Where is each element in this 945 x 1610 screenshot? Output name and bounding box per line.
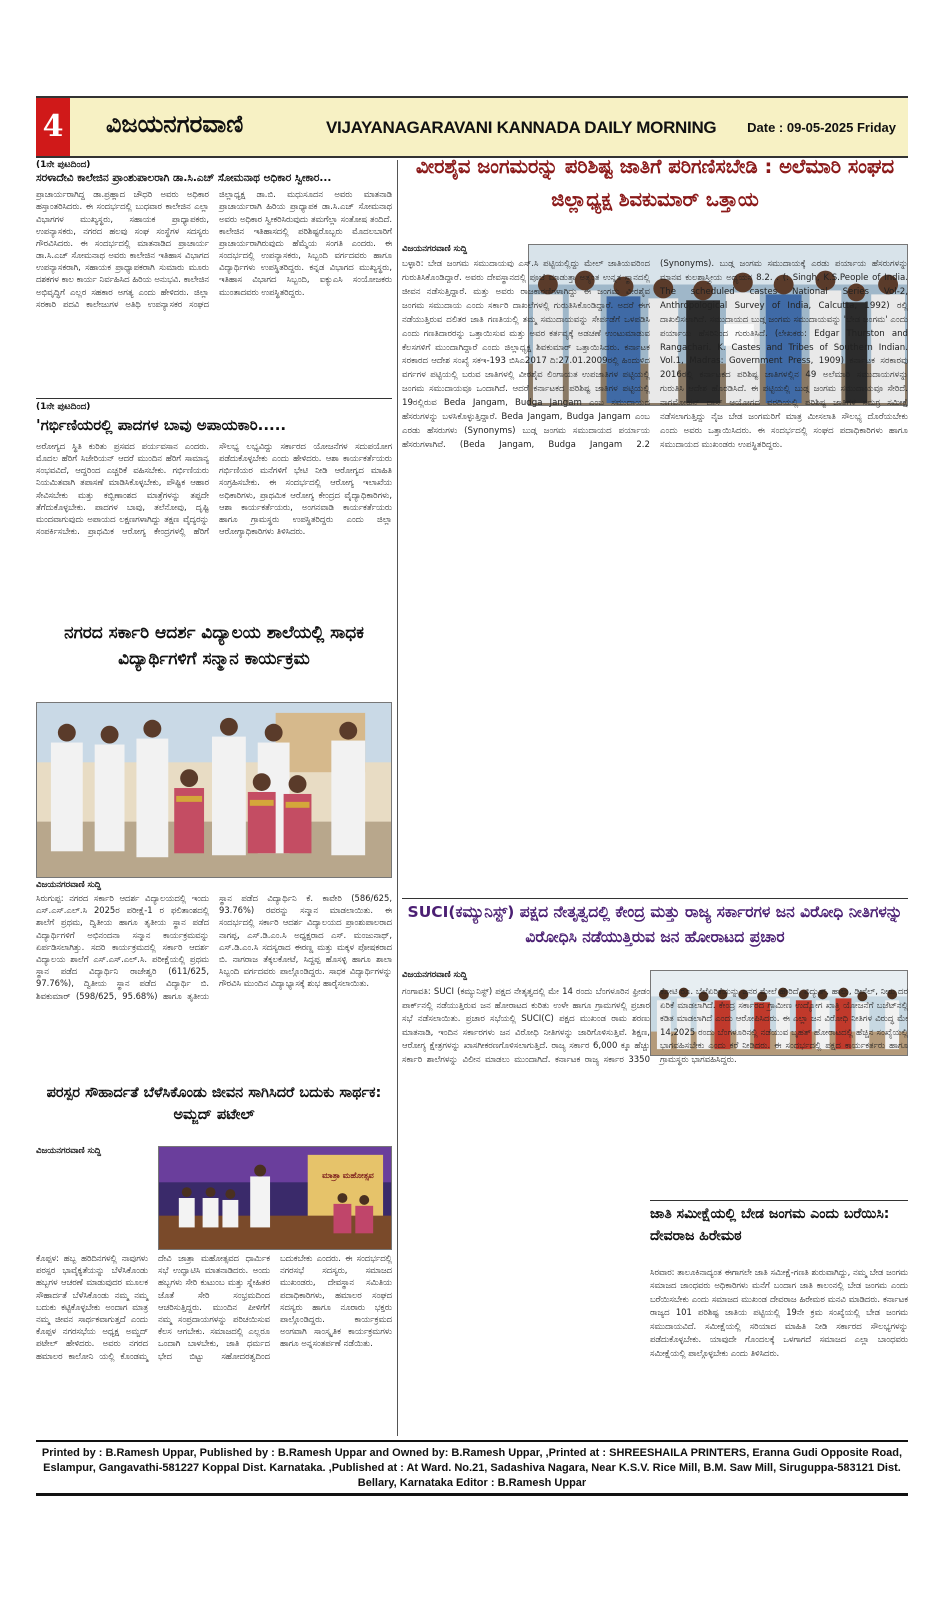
story-body: ಬಳ್ಳಾರಿ: ಬೇಡ ಜಂಗಮ ಸಮುದಾಯವು ಎಸ್.ಸಿ ಪಟ್ಟಿಯಲ್ಲಿದ್ದು ಮೇಲ್ ಜಾತಿಯವರಿಂದ ಗುರುತಿಸಿಕೊಂಡಿದ್ದಾರೆ. ಅವರು ದೇವಸ್ಥಾನದಲ್ಲಿ ಪೂಜೆ ಮಾಡುತ್ತಾ ಅತ್ಯಂತ ಉನ್ನತ ಸ್ಥಾನದಲ್ಲಿ ಜೀವನ ನಡೆಸುತ್ತಿದ್ದಾರೆ. ಮತ್ತು ಅವರು ರಾಜಕಾರಣಿಗಳಾಗಿದ್ದು ಈ ಜಂಗಮ ವೀರಶೈವ ಜಂಗಮ ಸಮುದಾಯ ಎಂದು ಸರ್ಕಾರಿ ದಾಖಲೆಗಳಲ್ಲಿ ಗುರುತಿಸಿಕೊಂಡಿದ್ದಾರೆ. ಅದರೆ ಈಗ ನಡೆಯುತ್ತಿರುವ ದಲಿತರ ಜಾತಿ ಗಣತಿಯಲ್ಲಿ ತಮ್ಮ ಸಮುದಾಯವನ್ನು ಸೇರ್ಪಡೆಗೆ ಒಳಪಡಿಸಿ ಎಂದು ಗಣತಿದಾರರನ್ನು ಒತ್ತಾಯಿಸುವ ಮತ್ತು ಅವರ ಕರ್ತವ್ಯಕ್ಕೆ ಅಡಚಣೆ ಉಂಟುಮಾಡುವ ಕೆಲಸಗಳಿಗೆ ಮುಂದಾಗಿದ್ದಾರೆ ಎಂದು ಜಿಲ್ಲಾಧ್ಯಕ್ಷ ಶಿವಕುಮಾರ್ ಒತ್ತಾಯಿಸಿದರು. ಕರ್ನಾಟಕ ಸರಕಾರದ ಆದೇಶ ಸಂಖ್ಯೆ ಸಕಇ-193 ಬಿಸಿಎ2017 ದಿ:27.01.2009ರಲ್ಲಿ ಹಿಂದುಳಿದ ವರ್ಗಗಳ ಪಟ್ಟಿಯಲ್ಲಿ ಬರುವ ಜಾತಿಗಳಲ್ಲಿ ವೀರಶೈವ ಲಿಂಗಾಯತ ಉಪಜಾತಿಗಳ ಪಟ್ಟಿಯಲ್ಲಿ ಜಂಗಮ ಸಮುದಾಯವೂ ಒಂದಾಗಿದೆ. ಆದರೆ ಕರ್ನಾಟಕದ ಪರಿಶಿಷ್ಟ ಜಾತಿಗಳ ಪಟ್ಟಿಯಲ್ಲಿ 19ರಲ್ಲಿರುವ Beda Jangam, Budga Jangam ಎಂಬ ಸಮುದಾಯದ ಹೆಸರುಗಳನ್ನು ಬಳಸಿಕೊಳ್ಳುತ್ತಿದ್ದಾರೆ. Beda Jangam, Budga Jangam ಎಂಬ ಎರಡು ಹೆಸರುಗಳು (Synonyms) ಬುಡ್ಗ ಜಂಗಮ ಸಮುದಾಯದ ಪರ್ಯಾಯ ಹೆಸರುಗಳಾಗಿವೆ. (Beda Jangam, Budga Jangam 2.2 (Synonyms). ಬುಡ್ಗ ಜಂಗಮ ಸಮುದಾಯಕ್ಕೆ ಎರಡು ಪರ್ಯಾಯ ಹೆಸರುಗಳನ್ನು ಮಾನವ ಕುಲಶಾಸ್ತ್ರೀಯ ಅಧ್ಯಯನ 8.2. . (: Singh, K.S.People of India. The scheduled castes National Series Vol-2, Anthropological Survey of India, Calcutta, 1992) ರಲ್ಲಿ ದಾಖಲಿಸಲಾಗಿದೆ. ಸಮುದಾಯದ ಬುಡ್ಗ ಜಂಗಮ ಸಮುದಾಯವನ್ನು 'ಬೇಡ ಜಂಗಮ' ಎಂದು ಪರ್ಯಾಯ ಹೆಸರಿನಿಂದ ಗುರುತಿಸಿದೆ. (ಲೇಖಕರು: Edgar Thurston and Rangachari. K. Castes and Tribes of Southern Indian. Vol.1, Madras: Government Press, 1909) ಕರ್ನಾಟಕ ಸರಕಾರವು 2016ರಲ್ಲಿ ಕರ್ನಾಟಕದ ಪರಿಶಿಷ್ಟ ಜಾತಿಗಳಲ್ಲಿನ 49 ಅಲೆಮಾರಿ ಸಮುದಾಯಗಳನ್ನು ಗುರುತಿಸಿ ಆದೇಶ ಹೊರಡಿಸಿದೆ. ಈ ಪಟ್ಟಿಯಲ್ಲಿ ಬುಡ್ಗ ಜಂಗಮ ಸಮುದಾಯವೂ ಸೇರಿದೆ. ನಾಗಮೋಹನ್ ದಾಸ್ ಆಯೋಗದ ವರದಿಯಲ್ಲಿ ಪರಿಶಿಷ್ಟ ಜಾತಿಗಳ ಸಮಗ್ರ ಸಮೀಕ್ಷೆ ನಡೆಸಲಾಗುತ್ತಿದ್ದು ನೈಜ ಬೇಡ ಜಂಗಮರಿಗೆ ಮಾತ್ರ ಮೀಸಲಾತಿ ಸೌಲಭ್ಯ ದೊರೆಯಬೇಕು ಎಂದು ಅವರು ಒತ್ತಾಯಿಸಿದರು. ಈ ಸಂದರ್ಭದಲ್ಲಿ ಸಂಘದ ಪದಾಧಿಕಾರಿಗಳು ಹಾಗೂ ಸಮುದಾಯದ ಮುಖಂಡರು ಉಪಸ್ಥಿತರಿದ್ದರು. [402,259,908,450]
story-body: ಸಿರವಾರ: ತಾಲೂಕಿನಾದ್ಯಂತ ಈಗಾಗಲೇ ಜಾತಿ ಸಮೀಕ್ಷೆ-ಗಣತಿ ಶುರುವಾಗಿದ್ದು, ನಮ್ಮ ಬೇಡ ಜಂಗಮ ಸಮಾಜದ ಜಾಂಧವರು ಅಧಿಕಾರಿಗಳು ಮನೆಗೆ ಬಂದಾಗ ಜಾತಿ ಕಾಲಂನಲ್ಲಿ ಬೇಡ ಜಂಗಮ ಎಂದು ಬರೆಯಿಸಬೇಕು ಎಂದು ಸಮಾಜದ ಮುಖಂಡ ದೇವರಾಜ ಹಿರೇಮಠ ಮನವಿ ಮಾಡಿದರು. ಕರ್ನಾಟಕ ರಾಜ್ಯದ 101 ಪರಿಶಿಷ್ಟ ಜಾತಿಯ ಪಟ್ಟಿಯಲ್ಲಿ 19ನೇ ಕ್ರಮ ಸಂಖ್ಯೆಯಲ್ಲಿ ಬೇಡ ಜಂಗಮ ಸಮುದಾಯವಿದೆ. ಸಮೀಕ್ಷೆಯಲ್ಲಿ ಸರಿಯಾದ ಮಾಹಿತಿ ನೀಡಿ ಸರ್ಕಾರದ ಸೌಲಭ್ಯಗಳನ್ನು ಪಡೆದುಕೊಳ್ಳಬೇಕು. ಯಾವುದೇ ಗೊಂದಲಕ್ಕೆ ಒಳಗಾಗದೆ ಸಮಾಜದ ಎಲ್ಲಾ ಬಾಂಧವರು ಸಮೀಕ್ಷೆಯಲ್ಲಿ ಪಾಲ್ಗೊಳ್ಳಬೇಕು ಎಂದು ತಿಳಿಸಿದರು. [650,1267,908,1358]
column-divider [397,160,398,1436]
imprint-line-3: Bellary, Karnataka Editor : B.Ramesh Uppar [357,1476,587,1489]
story-byline: ವಿಜಯನಗರವಾಣಿ ಸುದ್ದಿ [36,880,102,890]
story-harmony [36,1160,392,1436]
story-byline: ವಿಜಯನಗರವಾಣಿ ಸುದ್ದಿ [402,244,468,254]
story-body: ಪ್ರಾಚಾರ್ಯರಾಗಿದ್ದ ಡಾ.ಪ್ರಹ್ಲಾದ ಚೌಧರಿ ಅವರು ಅಧಿಕಾರ ಹಸ್ತಾಂತರಿಸಿದರು. ಈ ಸಂದರ್ಭದಲ್ಲಿ ಬುಧವಾರ ಕಾಲೇಜಿನ ಎಲ್ಲಾ ವಿಭಾಗಗಳ ಮುಖ್ಯಸ್ಥರು, ಸಹಾಯಕ ಪ್ರಾಧ್ಯಾಪಕರು, ಉಪನ್ಯಾಸಕರು, ನಗರದ ಹಲವು ಸಂಘ ಸಂಸ್ಥೆಗಳ ಸದಸ್ಯರು ಗೌರವಿಸಿದರು. ಈ ಸಂದರ್ಭದಲ್ಲಿ ಮಾತನಾಡಿದ ಪ್ರಾಚಾರ್ಯ ಡಾ.ಸಿ.ಎಚ್ ಸೋಮನಾಥ ಅವರು ಕಾಲೇಜಿನ ಇತಿಹಾಸ ವಿಭಾಗದ ಉಪನ್ಯಾಸಕರಾಗಿ, ಸಹಾಯಕ ಪ್ರಾಧ್ಯಾಪಕರಾಗಿ ಸುಮಾರು ಮೂರು ದಶಕಗಳ ಕಾಲ ಕಾರ್ಯ ನಿರ್ವಹಿಸಿದ ಹಿರಿಯ ಅನುಭವಿ. ಕಾಲೇಜಿನ ಅಭಿವೃದ್ಧಿಗೆ ಎಲ್ಲರ ಸಹಕಾರ ಅಗತ್ಯ ಎಂದು ಹೇಳಿದರು. ಜಿಲ್ಲಾ ಸರಕಾರಿ ಪದವಿ ಕಾಲೇಜುಗಳ ಅತಿಥಿ ಉಪನ್ಯಾಸಕರ ಸಂಘದ ಜಿಲ್ಲಾಧ್ಯಕ್ಷ ಡಾ.ಬಿ. ಮಧುಸೂದನ ಅವರು ಮಾತನಾಡಿ ಪ್ರಾಚಾರ್ಯರಾಗಿ ಹಿರಿಯ ಪ್ರಾಧ್ಯಾಪಕ ಡಾ.ಸಿ.ಎಚ್ ಸೋಮನಾಥ ಅವರು ಅಧಿಕಾರ ಸ್ವೀಕರಿಸಿರುವುದು ತಮಗೆಲ್ಲಾ ಸಂತೋಷ ತಂದಿದೆ. ಕಾಲೇಜಿನ ಇತಿಹಾಸದಲ್ಲಿ ಪರಿಶಿಷ್ಟರೊಬ್ಬರು ಮೊದಲಬಾರಿಗೆ ಪ್ರಾಚಾರ್ಯರಾಗಿರುವುದು ಹೆಮ್ಮೆಯ ಸಂಗತಿ ಎಂದರು. ಈ ಸಂದರ್ಭದಲ್ಲಿ ಉಪನ್ಯಾಸಕರು, ಸಿಬ್ಬಂದಿ ವರ್ಗದವರು ಹಾಗೂ ವಿದ್ಯಾರ್ಥಿಗಳು ಉಪಸ್ಥಿತರಿದ್ದರು. ಕನ್ನಡ ವಿಭಾಗದ ಮುಖ್ಯಸ್ಥರು, ಇತಿಹಾಸ ವಿಭಾಗದ ಸಿಬ್ಬಂದಿ, ಐಕ್ಯುಎಸಿ ಸಂಯೋಜಕರು ಮುಂತಾದವರು ಉಪಸ್ಥಿತರಿದ್ದರು. [36,189,392,309]
story-school-felicitation-headline [36,620,392,692]
story-harmony-headline [36,1082,392,1142]
school-felicitation-photo [36,702,392,878]
story-suci-byline-block [402,970,642,984]
story-byline: ವಿಜಯನಗರವಾಣಿ ಸುದ್ದಿ [402,970,468,980]
story-principal-appointment [36,160,392,396]
story-body: ಸಿರುಗುಪ್ಪ: ನಗರದ ಸರ್ಕಾರಿ ಆದರ್ಶ ವಿದ್ಯಾಲಯದಲ್ಲಿ ಇಂದು ಎಸ್.ಎಸ್.ಎಲ್.ಸಿ 2025ರ ಪರೀಕ್ಷೆ-1 ರ ಫಲಿತಾಂಶದಲ್ಲಿ ಶಾಲೆಗೆ ಪ್ರಥಮ, ದ್ವಿತೀಯ ಹಾಗೂ ತೃತೀಯ ಸ್ಥಾನ ಪಡೆದ ವಿದ್ಯಾರ್ಥಿಗಳಿಗೆ ಅಭಿನಂದನಾ ಸನ್ಮಾನ ಕಾರ್ಯಕ್ರಮವನ್ನು ಏರ್ಪಡಿಸಲಾಗಿತ್ತು. ಸದರಿ ಕಾರ್ಯಕ್ರಮದಲ್ಲಿ ಸರ್ಕಾರಿ ಆದರ್ಶ ವಿದ್ಯಾಲಯ ಶಾಲೆಗೆ ಎಸ್.ಎಸ್.ಎಲ್.ಸಿ. ಪರೀಕ್ಷೆಯಲ್ಲಿ ಪ್ರಥಮ ಸ್ಥಾನ ಪಡೆದ ವಿದ್ಯಾರ್ಥಿನಿ ರಾಜೇಶ್ವರಿ (611/625, 97.76%), ದ್ವಿತೀಯ ಸ್ಥಾನ ಪಡೆದ ವಿದ್ಯಾರ್ಥಿ ಬಿ. ಶಿವಕುಮಾರ್ (598/625, 95.68%) ಹಾಗೂ ತೃತೀಯ ಸ್ಥಾನ ಪಡೆದ ವಿದ್ಯಾರ್ಥಿನಿ ಕೆ. ಕಾವೇರಿ (586/625, 93.76%) ರವರನ್ನು ಸನ್ಮಾನ ಮಾಡಲಾಯಿತು. ಈ ಸಂದರ್ಭದಲ್ಲಿ ಸರ್ಕಾರಿ ಆದರ್ಶ ವಿದ್ಯಾಲಯದ ಪ್ರಾಂಶುಪಾಲರಾದ ನಾಗಪ್ಪ, ಎಸ್.ಡಿ.ಎಂ.ಸಿ ಅಧ್ಯಕ್ಷರಾದ ಎಸ್. ಮಂಜುನಾಥ್, ಎಸ್.ಡಿ.ಎಂ.ಸಿ ಸದಸ್ಯರಾದ ಈರಣ್ಣ ಮತ್ತು ಮಕ್ಕಳ ಪೋಷಕರಾದ ಬಿ. ನಾಗರಾಜ ತೆಕ್ಕಲಕೋಟೆ, ಸಿದ್ದಪ್ಪ ಹೊಸಳ್ಳಿ ಹಾಗೂ ಶಾಲಾ ಸಿಬ್ಬಂದಿ ವರ್ಗದವರು ಪಾಲ್ಗೊಂಡಿದ್ದರು. ಸಾಧಕ ವಿದ್ಯಾರ್ಥಿಗಳನ್ನು ಗೌರವಿಸಿ ಮುಂದಿನ ವಿದ್ಯಾಭ್ಯಾಸಕ್ಕೆ ಶುಭ ಹಾರೈಸಲಾಯಿತು. [36,893,392,1001]
story-headline: ಪರಸ್ಪರ ಸೌಹಾರ್ದತೆ ಬೆಳೆಸಿಕೊಂಡು ಜೀವನ ಸಾಗಿಸಿದರೆ ಬದುಕು ಸಾರ್ಥಕ: ಅಮ್ಜದ್ ಪಟೇಲ್ [46,1085,382,1124]
story-headline: SUCI(ಕಮ್ಯುನಿಸ್ಟ್) ಪಕ್ಷದ ನೇತೃತ್ವದಲ್ಲಿ ಕೇಂದ್ರ ಮತ್ತು ರಾಜ್ಯ ಸರ್ಕಾರಗಳ ಜನ ವಿರೋಧಿ ನೀತಿಗಳನ್ನು ವಿರೋಧಿಸಿ ನಡೆಯುತ್ತಿರುವ ಜನ ಹೋರಾಟದ ಪ್ರಚಾರ [407,903,903,946]
page-number: 4 [36,98,70,156]
divider [402,898,908,899]
continuation-kicker: (1ನೇ ಪುಟದಿಂದ) [36,402,91,412]
print-imprint [36,1440,908,1496]
newspaper-title-english: VIJAYANAGARAVANI KANNADA DAILY MORNING [326,118,717,137]
story-headline: ನಗರದ ಸರ್ಕಾರಿ ಆದರ್ಶ ವಿದ್ಯಾಲಯ ಶಾಲೆಯಲ್ಲಿ ಸಾಧಕ ವಿದ್ಯಾರ್ಥಿಗಳಿಗೆ ಸನ್ಮಾನ ಕಾರ್ಯಕ್ರಮ [64,623,364,670]
imprint-line-1: Printed by : B.Ramesh Uppar, Published by : B.Ramesh Uppar and Owned by: B.Ramesh Uppar, ,Printed at : SHREESHAILA PRINTERS, Eranna Gudi Opposite Road, [41,1447,903,1459]
masthead [36,96,908,158]
continuation-kicker: (1ನೇ ಪುಟದಿಂದ) [36,160,91,170]
story-suci [402,986,908,1196]
divider [36,398,392,399]
divider [650,1200,908,1201]
story-byline: ವಿಜಯನಗರವಾಣಿ ಸುದ್ದಿ [36,1146,102,1156]
story-school-felicitation [36,880,392,1078]
story-jangam [402,258,908,894]
imprint-line-2: Eslampur, Gangavathi-581227 Koppal Dist. Karnataka. ,Published at : At Ward. No.21, Sadashiva Nagara, Near K.S.V. Rice Mill, B.M. Saw Mill, Siruguppa-583121 Dist. [43,1461,901,1474]
story-pregnancy-health [36,402,392,614]
story-caste-survey-headline [650,1204,908,1264]
story-body: ಕೊಪ್ಪಳ: ಹಬ್ಬ ಹರಿದಿನಗಳಲ್ಲಿ ನಾವುಗಳು ಪರಸ್ಪರ ಭಾವೈಕ್ಯತೆಯನ್ನು ಬೆಳೆಸಿಕೊಂಡು ಹಬ್ಬಗಳ ಆಚರಣೆ ಮಾಡುವುದರ ಮೂಲಕ ಸೌಹಾರ್ದತೆ ಬೆಳೆಸಿಕೊಂಡು ನಮ್ಮ ನಮ್ಮ ಬದುಕು ಕಟ್ಟಿಕೊಳ್ಳಬೇಕು ಅಂದಾಗ ಮಾತ್ರ ನಮ್ಮ ಜೀವನ ಸಾರ್ಥಕವಾಗುತ್ತದೆ ಎಂದು ಕೊಪ್ಪಳ ನಗರಸಭೆಯ ಅಧ್ಯಕ್ಷ ಅಮ್ಜದ್ ಪಟೇಲ್ ಹೇಳಿದರು. ಅವರು ನಗರದ ಹಮಾಲರ ಕಾಲೋನಿ ಯಲ್ಲಿ ಕೊಂಡಮ್ಮ ದೇವಿ ಜಾತ್ರಾ ಮಹೋತ್ಸವದ ಧಾರ್ಮಿಕ ಸಭೆ ಉದ್ಘಾಟಿಸಿ ಮಾತನಾಡಿದರು. ಅಂದು ಹಬ್ಬಗಳು ಸೇರಿ ಕುಟುಂಬ ಮತ್ತು ಸ್ನೇಹಿತರ ಜೊತೆ ಸೇರಿ ಸಂಭ್ರಮದಿಂದ ಆಚರಿಸುತ್ತಿದ್ದರು. ಮುಂದಿನ ಪೀಳಿಗೆಗೆ ನಮ್ಮ ಸಂಪ್ರದಾಯಗಳನ್ನು ಪರಿಚಯಿಸುವ ಕೆಲಸ ಆಗಬೇಕು. ಸಮಾಜದಲ್ಲಿ ಎಲ್ಲರೂ ಒಂದಾಗಿ ಬಾಳಬೇಕು, ಜಾತಿ ಧರ್ಮದ ಭೇದ ಬಿಟ್ಟು ಸಹೋದರತ್ವದಿಂದ ಬದುಕಬೇಕು ಎಂದರು. ಈ ಸಂದರ್ಭದಲ್ಲಿ ನಗರಸಭೆ ಸದಸ್ಯರು, ಸಮಾಜದ ಮುಖಂಡರು, ದೇವಸ್ಥಾನ ಸಮಿತಿಯ ಪದಾಧಿಕಾರಿಗಳು, ಹಮಾಲರ ಸಂಘದ ಸದಸ್ಯರು ಹಾಗೂ ನೂರಾರು ಭಕ್ತರು ಪಾಲ್ಗೊಂಡಿದ್ದರು. ಕಾರ್ಯಕ್ರಮದ ಅಂಗವಾಗಿ ಸಾಂಸ್ಕೃತಿಕ ಕಾರ್ಯಕ್ರಮಗಳು ಹಾಗೂ ಅನ್ನಸಂತರ್ಪಣೆ ನಡೆಯಿತು. [36,1253,392,1361]
story-body: ಗಂಗಾವತಿ: SUCI (ಕಮ್ಯುನಿಸ್ಟ್) ಪಕ್ಷದ ನೇತೃತ್ವದಲ್ಲಿ ಮೇ 14 ರಂದು ಬೆಂಗಳೂರಿನ ಫ್ರೀಡಂ ಪಾರ್ಕ್‌ನಲ್ಲಿ ನಡೆಯುತ್ತಿರುವ ಜನ ಹೋರಾಟದ ಕುರಿತು ಉಳೇ ಹಾಗೂ ಗ್ರಾಮಗಳಲ್ಲಿ ಪ್ರಚಾರ ಸಭೆ ನಡೆಸಲಾಯಿತು. ಪ್ರಚಾರ ಸಭೆಯಲ್ಲಿ SUCI(C) ಪಕ್ಷದ ಮುಖಂಡ ರಾಮ ಶರಣು ಮಾತನಾಡಿ, ಇಂದಿನ ಸರ್ಕಾರಗಳು ಜನ ವಿರೋಧಿ ನೀತಿಗಳನ್ನು ಜಾರಿಗೊಳಿಸುತ್ತಿವೆ. ಶಿಕ್ಷಣ, ಆರೋಗ್ಯ ಕ್ಷೇತ್ರಗಳನ್ನು ಖಾಸಗೀಕರಣಗೊಳಿಸಲಾಗುತ್ತಿದೆ. ರಾಜ್ಯ ಸರ್ಕಾರ 6,000 ಕ್ಕೂ ಹೆಚ್ಚು ಸರ್ಕಾರಿ ಶಾಲೆಗಳನ್ನು ವಿಲೀನ ಮಾಡಲು ಮುಂದಾಗಿದೆ. ಕರ್ನಾಟಕ ರಾಜ್ಯ ಸರ್ಕಾರ 3350 ಕೋಟಿ ರೂ. ಬೆಲೆಏರಿಕೆಯನ್ನು ಜನರ ಮೇಲೆ ಹೇರಿದೆ. ವಿದ್ಯುತ್, ಹಾಲು, ಡೀಸೆಲ್, ನೀರು ದರ ಏರಿಕೆ ಮಾಡಲಾಗಿದೆ. ಕೇಂದ್ರ ಸರ್ಕಾರದ ಗ್ರಾಮೀಣ ಉದ್ಯೋಗ ಖಾತ್ರಿ ಯೋಜನೆಗೆ ಬಜೆಟ್‌ನಲ್ಲಿ ಕಡಿತ ಮಾಡಲಾಗಿದೆ ಎಂದು ಆರೋಪಿಸಿದರು. ಈ ಎಲ್ಲಾ ಜನ ವಿರೋಧಿ ನೀತಿಗಳ ವಿರುದ್ಧ ಮೇ 14,2025 ರಂದು ಬೆಂಗಳೂರಿನಲ್ಲಿ ನಡೆಯುವ ಬೃಹತ್ ಹೋರಾಟದಲ್ಲಿ ಹೆಚ್ಚಿನ ಸಂಖ್ಯೆಯಲ್ಲಿ ಭಾಗವಹಿಸಬೇಕು ಎಂದು ಕರೆ ನೀಡಿದರು. ಈ ಸಂದರ್ಭದಲ್ಲಿ ಪಕ್ಷದ ಕಾರ್ಯಕರ್ತರು ಹಾಗೂ ಗ್ರಾಮಸ್ಥರು ಭಾಗವಹಿಸಿದ್ದರು. [402,987,908,1065]
newspaper-title-kannada: ವಿಜಯನಗರವಾಣಿ [106,110,244,138]
story-headline: ಜಾತಿ ಸಮೀಕ್ಷೆಯಲ್ಲಿ ಬೇಡ ಜಂಗಮ ಎಂದು ಬರೆಯಿಸಿ: ದೇವರಾಜ ಹಿರೇಮಠ [650,1206,890,1244]
story-headline: 'ಗರ್ಭಿಣಿಯರಲ್ಲಿ ಪಾದಗಳ ಬಾವು ಅಪಾಯಕಾರಿ..... [36,416,287,434]
story-headline: ವೀರಶೈವ ಜಂಗಮರನ್ನು ಪರಿಶಿಷ್ಟ ಜಾತಿಗೆ ಪರಿಗಣಿಸಬೇಡಿ : ಅಲೆಮಾರಿ ಸಂಘದ ಜಿಲ್ಲಾಧ್ಯಕ್ಷ ಶಿವಕುಮಾರ್ ಒತ್ತಾಯ [415,155,895,212]
story-suci-headline [402,900,908,966]
story-headline: ಸರಳಾದೇವಿ ಕಾಲೇಜಿನ ಪ್ರಾಂಶುಪಾಲರಾಗಿ ಡಾ.ಸಿ.ಎಚ್ ಸೋಮನಾಥ ಅಧಿಕಾರ ಸ್ವೀಕಾರ... [36,172,332,184]
issue-date: Date : 09-05-2025 Friday [747,120,896,135]
story-caste-survey [650,1266,908,1436]
story-jangam-headline [402,150,908,236]
jatra-banner-text: ಮಾತ್ರಾ ಮಹೋತ್ಸವ [322,1171,374,1180]
story-body: ಅರೋಗ್ಯದ ಸ್ಥಿತಿ ಕುರಿತು ಪ್ರಸವದ ಪರ್ಯವಸಾನ ಎಂದರು. ಮೊದಲ ಹೆರಿಗೆ ಸಿಜೇರಿಯನ್ ಆದರೆ ಮುಂದಿನ ಹೆರಿಗೆ ಸಾಮಾನ್ಯ ಸಂಭವವಿದೆ, ಆದ್ದರಿಂದ ಎಚ್ಚರಿಕೆ ವಹಿಸಬೇಕು. ಗರ್ಭಿಣಿಯರು ನಿಯಮಿತವಾಗಿ ತಪಾಸಣೆ ಮಾಡಿಸಿಕೊಳ್ಳಬೇಕು, ಪೌಷ್ಟಿಕ ಆಹಾರ ಸೇವಿಸಬೇಕು ಮತ್ತು ಕಬ್ಬಿಣಾಂಶದ ಮಾತ್ರೆಗಳನ್ನು ತಪ್ಪದೇ ತೆಗೆದುಕೊಳ್ಳಬೇಕು. ಪಾದಗಳ ಬಾವು, ತಲೆನೋವು, ದೃಷ್ಟಿ ಮಂದವಾಗುವುದು ಅಪಾಯದ ಲಕ್ಷಣಗಳಾಗಿದ್ದು ತಕ್ಷಣ ವೈದ್ಯರನ್ನು ಸಂಪರ್ಕಿಸಬೇಕು. ಪ್ರಾಥಮಿಕ ಆರೋಗ್ಯ ಕೇಂದ್ರಗಳಲ್ಲಿ ಹೆರಿಗೆ ಸೌಲಭ್ಯ ಲಭ್ಯವಿದ್ದು ಸರ್ಕಾರದ ಯೋಜನೆಗಳ ಸದುಪಯೋಗ ಪಡೆದುಕೊಳ್ಳಬೇಕು ಎಂದು ಹೇಳಿದರು. ಆಶಾ ಕಾರ್ಯಕರ್ತೆಯರು ಗರ್ಭಿಣಿಯರ ಮನೆಗಳಿಗೆ ಭೇಟಿ ನೀಡಿ ಆರೋಗ್ಯದ ಮಾಹಿತಿ ಸಂಗ್ರಹಿಸಬೇಕು. ಈ ಸಂದರ್ಭದಲ್ಲಿ ಆರೋಗ್ಯ ಇಲಾಖೆಯ ಅಧಿಕಾರಿಗಳು, ಪ್ರಾಥಮಿಕ ಆರೋಗ್ಯ ಕೇಂದ್ರದ ವೈದ್ಯಾಧಿಕಾರಿಗಳು, ಆಶಾ ಕಾರ್ಯಕರ್ತೆಯರು, ಅಂಗನವಾಡಿ ಕಾರ್ಯಕರ್ತೆಯರು ಹಾಗೂ ಗ್ರಾಮಸ್ಥರು ಉಪಸ್ಥಿತರಿದ್ದರು ಎಂದು ಜಿಲ್ಲಾ ಆರೋಗ್ಯಾಧಿಕಾರಿಗಳು ತಿಳಿಸಿದರು. [36,440,392,537]
